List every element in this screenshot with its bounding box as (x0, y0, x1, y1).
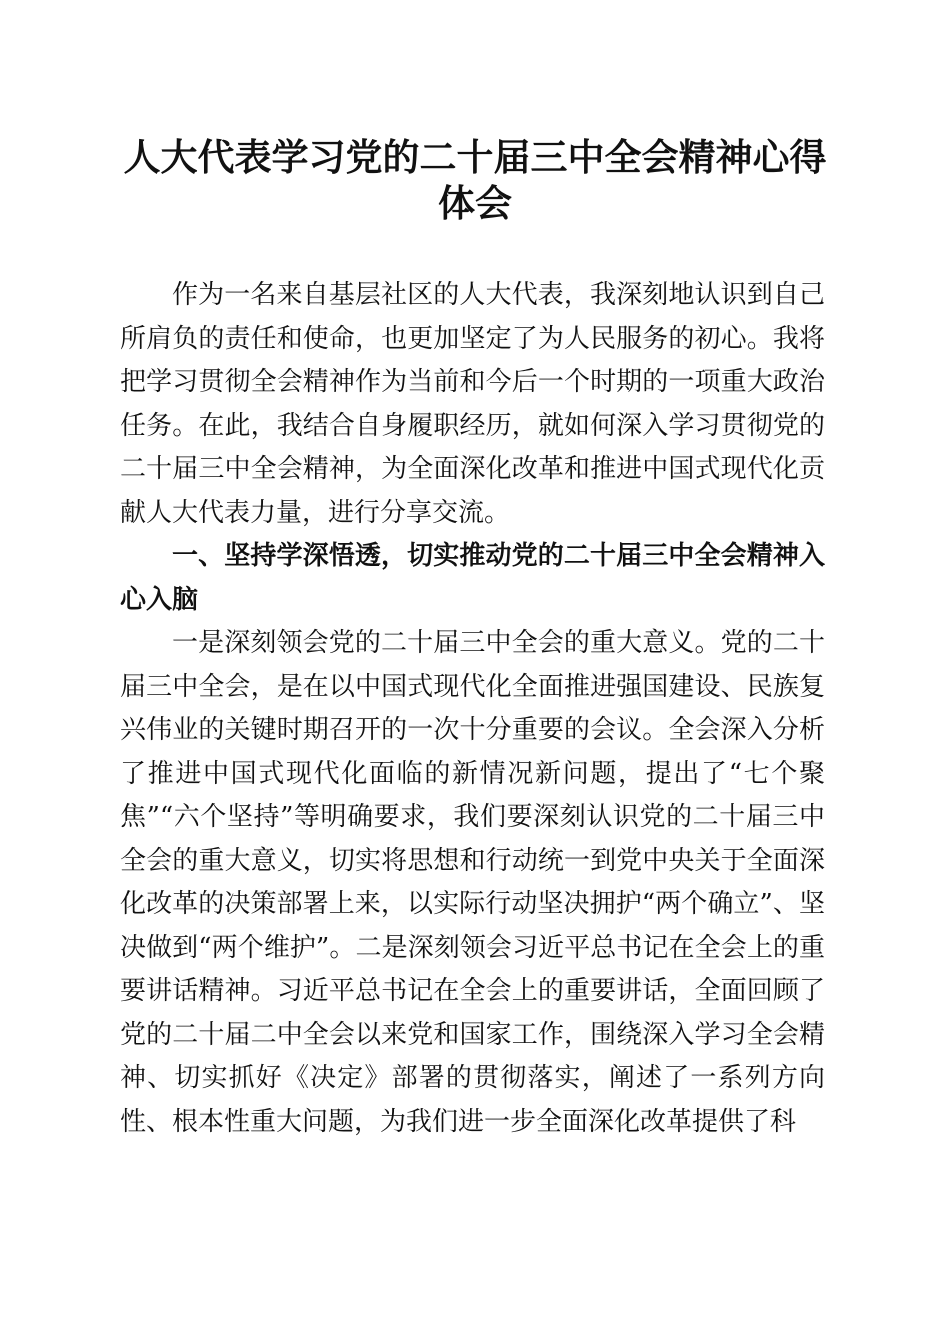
document-body (120, 274, 825, 1144)
section-paragraph: 一是深刻领会党的二十届三中全会的重大意义。党的二十届三中全会，是在以中国式现代化全面推进强国建设、民族复兴伟业的关键时期召开的一次十分重要的会议。全会深入分析了推进中国式现代化面临的新情况新问题，提出了“七个聚焦”“六个坚持”等明确要求，我们要深刻认识党的二十届三中全会的重大意义，切实将思想和行动统一到党中央关于全面深化改革的决策部署上来，以实际行动坚决拥护“两个确立”、坚决做到“两个维护”。二是深刻领会习近平总书记在全会上的重要讲话精神。习近平总书记在全会上的重要讲话，全面回顾了党的二十届二中全会以来党和国家工作，围绕深入学习全会精神、切实抓好《决定》部署的贯彻落实，阐述了一系列方向性、根本性重大问题，为我们进一步全面深化改革提供了科 (120, 628, 825, 1137)
intro-paragraph: 作为一名来自基层社区的人大代表，我深刻地认识到自己所肩负的责任和使命，也更加坚定了为人民服务的初心。我将把学习贯彻全会精神作为当前和今后一个时期的一项重大政治任务。在此，我结合自身履职经历，就如何深入学习贯彻党的二十届三中全会精神，为全面深化改革和推进中国式现代化贡献人大代表力量，进行分享交流。 (120, 280, 825, 528)
section-heading: 一、坚持学深悟透，切实推动党的二十届三中全会精神入心入脑 (120, 541, 825, 615)
document-title: 人大代表学习党的二十届三中全会精神心得体会 (123, 135, 827, 225)
